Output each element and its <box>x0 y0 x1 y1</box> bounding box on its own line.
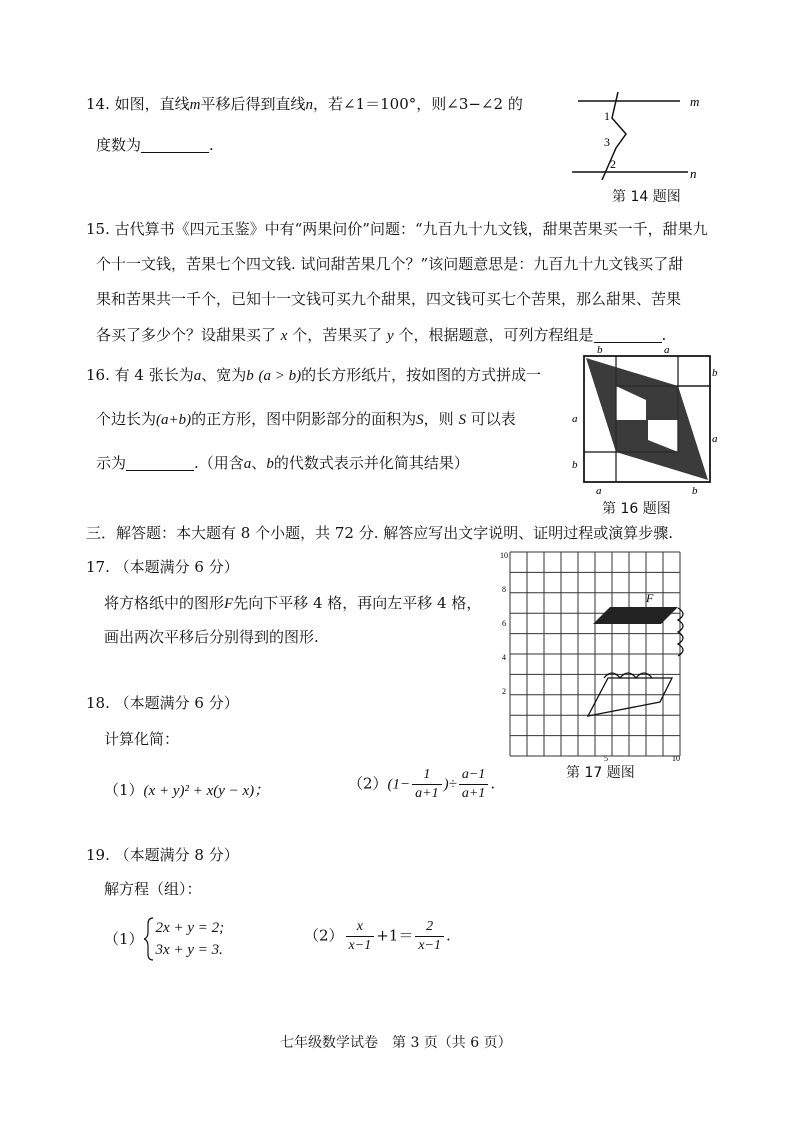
q15-line3: 果和苦果共一千个，已知十一文钱可买九个甜果，四文钱可买七个苦果，那么甜果、苦果 <box>96 290 682 308</box>
q19-part2: （2） $\frac{x}{x-1}$ +1＝ $\frac{2}{x-1}$ . <box>304 919 451 953</box>
q14-label-3: 3 <box>604 135 610 149</box>
q18-header: 18. （本题满分 6 分） <box>86 694 239 712</box>
q19-part1: （1） 2x + y = 2; 3x + y = 3. <box>104 917 224 967</box>
q18-frac2: $\frac{a-1}{a+1}$ <box>459 766 488 803</box>
q14-line2: 度数为 . <box>96 136 214 154</box>
q17-line1: 将方格纸中的图形F先向下平移 4 格，再向左平移 4 格， <box>104 594 482 612</box>
q17-ylabel-10: 10 <box>500 551 508 560</box>
q16-line2: 个边长为(a+b)的正方形，图中阴影部分的面积为S，则 S 可以表 <box>96 410 516 428</box>
q17-grid-figure[interactable] <box>496 546 686 768</box>
q18-part1-expr: (x + y)² + x(y − x)； <box>143 783 270 799</box>
q17-shape-label: F <box>646 591 654 605</box>
q14-label-1: 1 <box>604 109 610 123</box>
q14-caption: 第 14 题图 <box>612 189 681 205</box>
q16-label-b-left: b <box>572 459 578 471</box>
q17-ylabel-4: 4 <box>502 653 506 662</box>
section3-title: 三．解答题：本大题有 8 个小题，共 72 分. 解答应写出文字说明、证明过程或演算步骤. <box>86 524 674 542</box>
q17-xlabel-10: 10 <box>672 754 680 763</box>
q16-number: 16. <box>86 366 110 384</box>
q16-figure <box>570 344 720 496</box>
q18-number: 18. <box>86 694 110 712</box>
q17-ylabel-8: 8 <box>502 585 506 594</box>
page-footer: 七年级数学试卷 第 3 页（共 6 页） <box>280 1035 512 1051</box>
q19-prompt: 解方程（组）： <box>104 880 202 898</box>
q14-figure <box>568 88 718 184</box>
q16-label-b-right: b <box>712 367 718 379</box>
q16-caption: 第 16 题图 <box>602 501 671 517</box>
q15-number: 15. <box>86 220 110 238</box>
q18-frac1: $\frac{1}{a+1}$ <box>412 766 441 803</box>
q15-answer-blank[interactable] <box>594 328 662 343</box>
q17-ylabel-2: 2 <box>502 687 506 696</box>
q16-label-b-bottom: b <box>692 485 698 496</box>
q14-label-n: n <box>690 166 697 181</box>
q19-frac2: $\frac{2}{x-1}$ <box>415 918 444 955</box>
q19-brace <box>144 917 154 961</box>
q18-part1: （1）(x + y)² + x(y − x)； <box>104 781 270 799</box>
q16-label-a-bottom: a <box>596 485 602 496</box>
q14-label-2: 2 <box>610 157 616 171</box>
q17-shape-F <box>593 607 678 624</box>
q17-ylabel-6: 6 <box>502 619 506 628</box>
q18-part2: （2）(1− $\frac{1}{a+1}$ )÷ $\frac{a-1}{a+1}$ . <box>348 767 496 801</box>
q16-line3: 示为 .（用含a、b的代数式表示并化简其结果） <box>96 454 469 472</box>
q14-number: 14. <box>86 95 110 113</box>
q17-number: 17. <box>86 558 110 576</box>
q15-line4: 各买了多少个？设甜果买了 x 个，苦果买了 y 个，根据题意，可列方程组是 . <box>96 326 667 344</box>
q17-caption: 第 17 题图 <box>566 765 635 781</box>
q17-line2: 画出两次平移后分别得到的图形. <box>104 628 319 646</box>
q19-number: 19. <box>86 846 110 864</box>
q19-frac1: $\frac{x}{x-1}$ <box>346 918 375 955</box>
q14-answer-blank[interactable] <box>141 138 209 153</box>
q17-xlabel-5: 5 <box>604 754 608 763</box>
q14-line1: 14. 如图，直线m平移后得到直线n，若∠1＝100°，则∠3−∠2 的 <box>86 95 523 113</box>
q16-label-a-left: a <box>572 413 578 425</box>
q15-line1: 15. 古代算书《四元玉鉴》中有“两果问价”问题：“九百九十九文钱，甜果苦果买一千，甜果九 <box>86 220 708 238</box>
q19-system: 2x + y = 2; 3x + y = 3. <box>144 917 225 961</box>
q15-line2: 个十一文钱，苦果七个四文钱. 试问甜苦果几个？”该问题意思是：九百九十九文钱买了甜 <box>96 255 684 273</box>
q18-prompt: 计算化简： <box>104 730 180 748</box>
q16-label-a-top: a <box>664 344 670 356</box>
q16-label-b-top: b <box>597 344 603 356</box>
q17-header: 17. （本题满分 6 分） <box>86 558 239 576</box>
q16-line1: 16. 有 4 张长为a、宽为b (a > b)的长方形纸片，按如图的方式拼成一 <box>86 366 542 384</box>
q16-answer-blank[interactable] <box>126 456 194 471</box>
q16-label-a-right: a <box>712 433 718 445</box>
q19-header: 19. （本题满分 8 分） <box>86 846 239 864</box>
q14-label-m: m <box>690 94 700 109</box>
